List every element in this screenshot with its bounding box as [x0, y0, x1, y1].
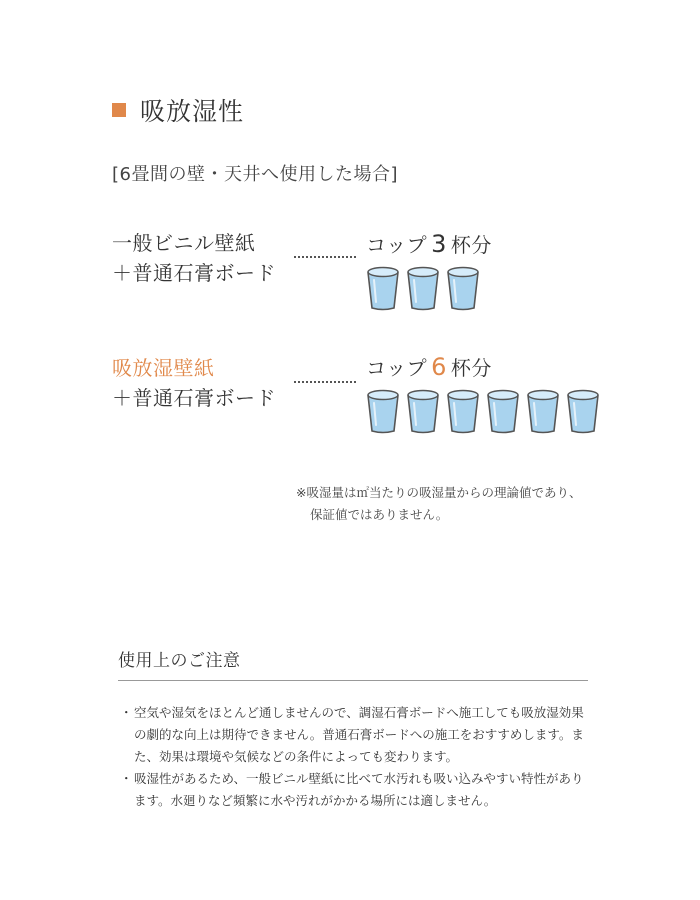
cup-count: 3: [431, 230, 447, 258]
bullet: ・: [120, 771, 133, 786]
water-cup-icon: [446, 387, 480, 435]
water-cup-icon: [486, 387, 520, 435]
caution-list: [120, 702, 590, 812]
material-line-1: 一般ビニル壁紙: [112, 231, 256, 255]
material-line-2: ＋普通石膏ボード: [112, 261, 276, 285]
caution-item-text: 吸湿性があるため、一般ビニル壁紙に比べて水汚れも吸い込みやすい特性があります。水廻りなど頻繁に水や汚れがかかる場所には適しません。: [134, 771, 584, 808]
note-line-2: 保証値ではありません。: [310, 507, 449, 522]
cup-prefix: コップ: [366, 233, 428, 257]
note-line-1: ※吸湿量は㎡当たりの吸湿量からの理論値であり、: [296, 485, 582, 500]
condition-text: [6畳間の壁・天井へ使用した場合]: [112, 164, 398, 185]
water-cup-icon: [406, 264, 440, 312]
divider: [118, 680, 588, 681]
disclaimer-note: [296, 482, 581, 526]
water-cup-icon: [446, 264, 480, 312]
dotted-leader: [294, 256, 356, 258]
section-title: 吸放湿性: [140, 97, 245, 126]
water-cup-icon: [566, 387, 600, 435]
list-item: [120, 702, 590, 768]
caution-title: 使用上のご注意: [118, 651, 241, 671]
material-line-2: ＋普通石膏ボード: [112, 386, 276, 410]
cup-suffix: 杯分: [450, 233, 492, 257]
comparison-row-1-label: [112, 228, 276, 288]
cup-row-2: [366, 387, 600, 435]
list-item: [120, 768, 590, 812]
cup-suffix: 杯分: [450, 356, 492, 380]
dotted-leader: [294, 381, 356, 383]
material-line-1: 吸放湿壁紙: [112, 356, 215, 380]
square-bullet-icon: [112, 103, 126, 117]
water-cup-icon: [406, 387, 440, 435]
cup-count: 6: [431, 353, 447, 381]
comparison-row-2-label: [112, 353, 276, 413]
water-cup-icon: [366, 264, 400, 312]
comparison-row-1-result: [366, 229, 492, 258]
cup-row-1: [366, 264, 480, 312]
comparison-row-2-result: [366, 352, 492, 381]
section-heading: [112, 92, 244, 128]
water-cup-icon: [526, 387, 560, 435]
cup-prefix: コップ: [366, 356, 428, 380]
caution-item-text: 空気や湿気をほとんど通しませんので、調湿石膏ボードへ施工しても吸放湿効果の劇的な向上は期待できません。普通石膏ボードへの施工をおすすめします。また、効果は環境や気候などの条件によっても変わります。: [134, 705, 584, 764]
water-cup-icon: [366, 387, 400, 435]
bullet: ・: [120, 705, 133, 720]
